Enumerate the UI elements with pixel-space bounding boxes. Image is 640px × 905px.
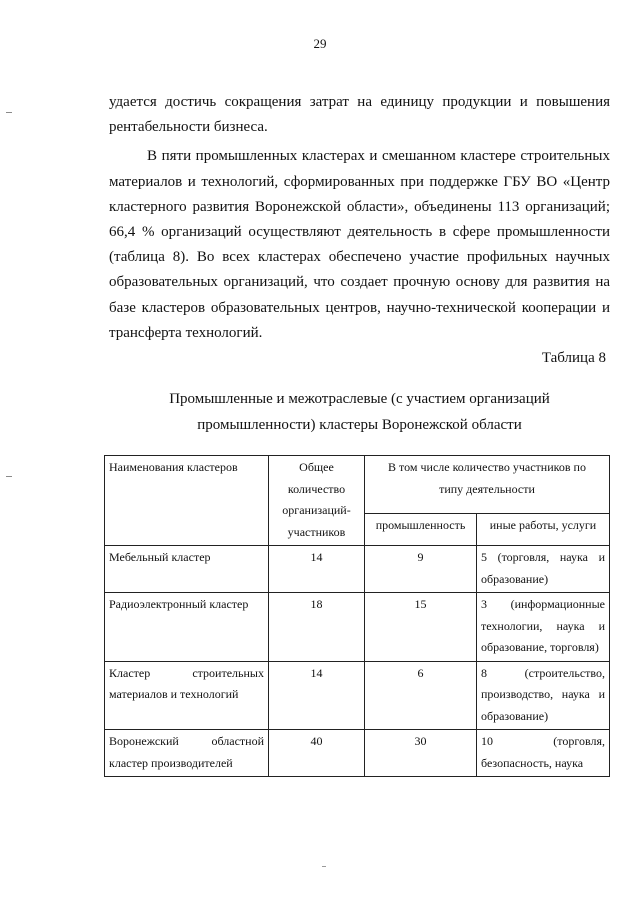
header-total: Общее количество организаций-участников [269,456,365,546]
cell-total: 40 [269,730,365,777]
cell-cluster-name: Кластер строительных материалов и технологий [105,661,269,730]
clusters-table [104,455,610,777]
cell-total: 14 [269,661,365,730]
table-row [105,730,610,777]
cell-industry: 6 [365,661,477,730]
table-title: Промышленные и межотраслевые (с участием организаций промышленности) кластеры Воронежской области [169,391,550,433]
cell-industry: 30 [365,730,477,777]
cell-cluster-name: Воронежский областной кластер производителей [105,730,269,777]
paragraph: удается достичь сокращения затрат на единицу продукции и повышения рентабельности бизнеса. [109,94,610,136]
paragraph: В пяти промышленных кластерах и смешанном кластере строительных материалов и технологий, сформированных при поддержке ГБУ ВО «Центр кластерного развития Воронежской области», объединены 113 организаций; 66,4 % организаций осуществляют деятельность в сфере промышленности (таблица 8). Во всех кластерах обеспечено участие профильных научных образовательных организаций, что создает прочную основу для развития на базе кластеров образовательных центров, научно-технической кооперации и трансферта технологий. [109,148,610,341]
page-number: 29 [313,36,327,51]
header-cluster-name: Наименования кластеров [105,456,269,546]
header-activity-group: В том числе количество участников по типу деятельности [365,456,610,514]
cell-cluster-name: Мебельный кластер [105,546,269,593]
table-label: Таблица 8 [541,350,606,366]
header-other: иные работы, услуги [477,514,610,546]
cell-cluster-name: Радиоэлектронный кластер [105,593,269,662]
table-row [105,546,610,593]
cell-total: 14 [269,546,365,593]
cell-other: 10 (торговля, безопасность, наука [477,730,610,777]
table-row [105,661,610,730]
cell-other: 5 (торговля, наука и образование) [477,546,610,593]
table-row [105,593,610,662]
scan-mark [322,866,326,867]
cell-other: 8 (строительство, производство, наука и образование) [477,661,610,730]
margin-mark [6,476,12,477]
cell-industry: 9 [365,546,477,593]
cell-other: 3 (информационные технологии, наука и образование, торговля) [477,593,610,662]
margin-mark [6,112,12,113]
table-container [100,450,620,806]
body-text [109,90,610,346]
cell-total: 18 [269,593,365,662]
header-industry: промышленность [365,514,477,546]
table-header-row [105,456,610,514]
cell-industry: 15 [365,593,477,662]
